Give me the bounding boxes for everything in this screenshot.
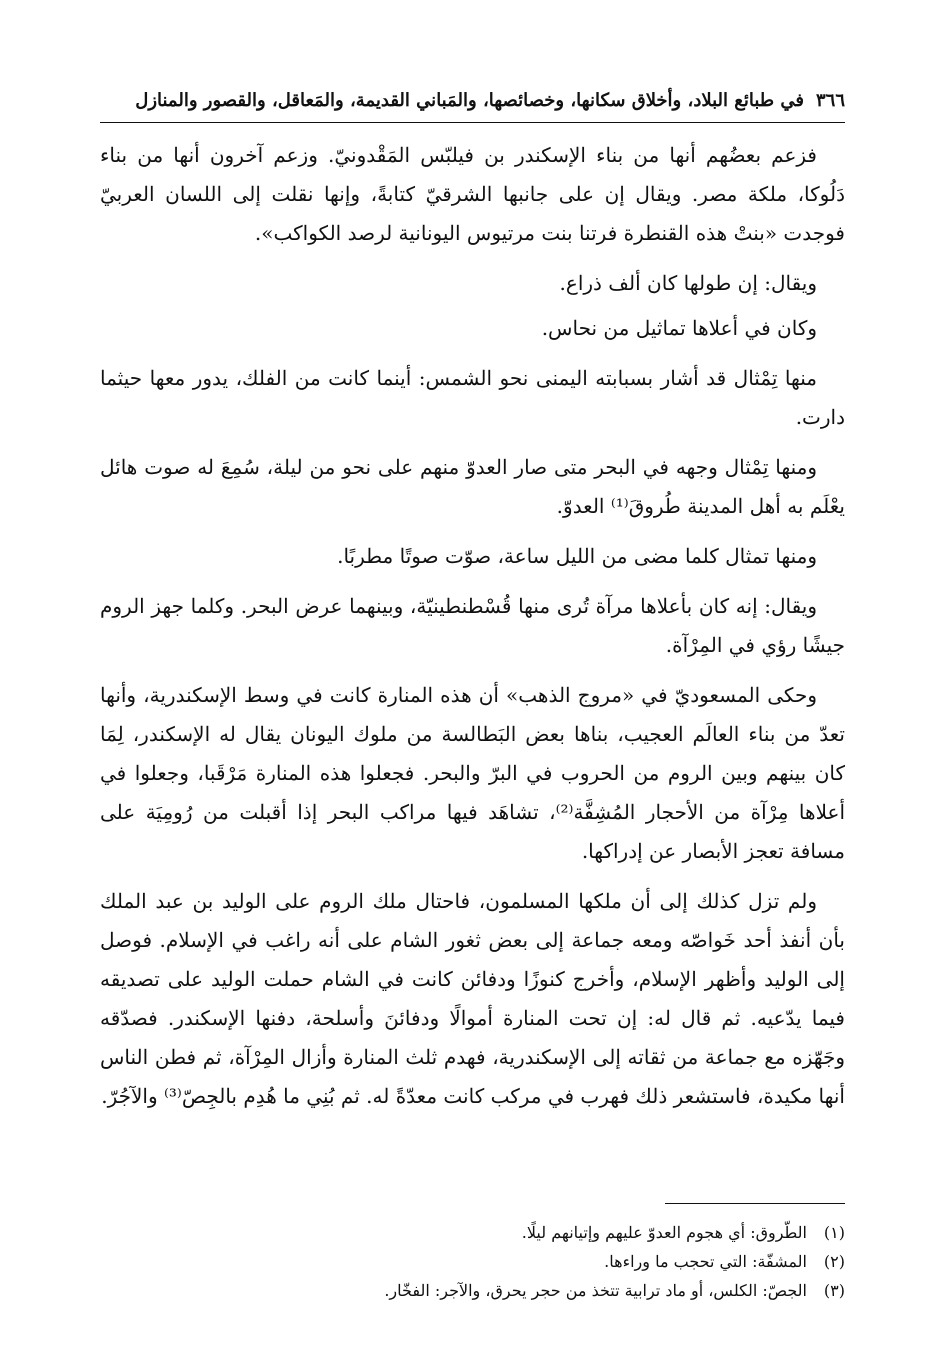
footnote-item <box>100 1218 845 1247</box>
footnote-item <box>100 1276 845 1305</box>
paragraph: وكان في أعلاها تماثيل من نحاس. <box>541 316 817 340</box>
footnote-text: الجصّ: الكلس، أو ماد ترابية تتخذ من حجر يحرق، والآجر: الفخّار. <box>384 1281 807 1300</box>
footnote-number: (٢) <box>823 1252 845 1271</box>
footnote-item <box>100 1247 845 1276</box>
footnote-number: (٣) <box>823 1281 845 1300</box>
footnote-text: الطّروق: أي هجوم العدوّ عليهم وإتيانهم ليلًا. <box>521 1223 807 1242</box>
footnotes <box>100 1218 845 1305</box>
footnote-text: المشفّة: التي تحجب ما وراءها. <box>604 1252 807 1271</box>
header-rule <box>100 122 845 123</box>
paragraph: ومنها تمثال كلما مضى من الليل ساعة، صوّت صوتًا مطربًا. <box>337 544 817 568</box>
paragraph: وحكى المسعوديّ في «مروج الذهب» أن هذه المنارة كانت في وسط الإسكندرية، وأنها تعدّ من بناء العالَم العجيب، بناها بعض البَطالسة من ملوك اليونان يقال له الإسكندر، لِمَا كان بينهم وبين الروم من الحروب في البرّ والبحر. فجعلوا هذه المنارة مَرْقَبا، وجعلوا في أعلاها مِرْآة من الأحجار المُشِفَّة⁽²⁾، تشاهَد فيها مراكب البحر إذا أقبلت من رُومِيَة على مسافة تعجز الأبصار عن إدراكها. <box>100 683 845 863</box>
running-title: في طبائع البلاد، وأخلاق سكانها، وخصائصها، والمَباني القديمة، والمَعاقل، والقصور والمنازل <box>135 89 804 111</box>
footnote-rule <box>665 1203 845 1204</box>
paragraph: منها تِمْثال قد أشار بسبابته اليمنى نحو الشمس: أينما كانت من الفلك، يدور معها حيثما دارت. <box>100 366 845 429</box>
paragraph: ومنها تِمْثال وجهه في البحر متى صار العدوّ منهم على نحو من ليلة، سُمِعَ له صوت هائل يعْلَم به أهل المدينة طُروقَ⁽¹⁾ العدوّ. <box>100 455 845 518</box>
main-text <box>100 136 845 1127</box>
running-header <box>100 80 845 120</box>
page-number: ٣٦٦ <box>815 89 845 111</box>
footnote-number: (١) <box>823 1223 845 1242</box>
paragraph: ولم تزل كذلك إلى أن ملكها المسلمون، فاحتال ملك الروم على الوليد بن عبد الملك بأن أنفذ أحد خَواصّه ومعه جماعة إلى بعض ثغور الشام على أنه راغب في الإسلام. فوصل إلى الوليد وأظهر الإسلام، وأخرج كنوزًا ودفائن كانت في الشام حملت الوليد على تصديقه فيما يدّعيه. ثم قال له: إن تحت المنارة أموالًا ودفائنَ وأسلحة، دفنها الإسكندر. فصدّقه وجَهّزه مع جماعة من ثقاته إلى الإسكندرية، فهدم ثلث المنارة وأزال المِرْآة، ثم فطن الناس أنها مكيدة، فاستشعر ذلك فهرب في مركب كانت معدّةً له. ثم بُنِي ما هُدِم بالجِصّ⁽³⁾ والآجُرّ. <box>100 889 845 1108</box>
paragraph: ويقال: إن طولها كان ألف ذراع. <box>559 271 817 295</box>
paragraph: فزعم بعضُهم أنها من بناء الإسكندر بن فيلبّس المَقْدونيّ. وزعم آخرون أنها من بناء دَلُوكا، ملكة مصر. ويقال إن على جانبها الشرقيّ كتابةً، وإنها نقلت إلى اللسان العربيّ فوجدت «بنتْ هذه القنطرة فرتنا بنت مرتيوس اليونانية لرصد الكواكب». <box>100 143 845 245</box>
paragraph: ويقال: إنه كان بأعلاها مرآة تُرى منها قُسْطنطينيّة، وبينهما عرض البحر. وكلما جهز الروم جيشًا رؤي في المِرْآة. <box>100 594 845 657</box>
